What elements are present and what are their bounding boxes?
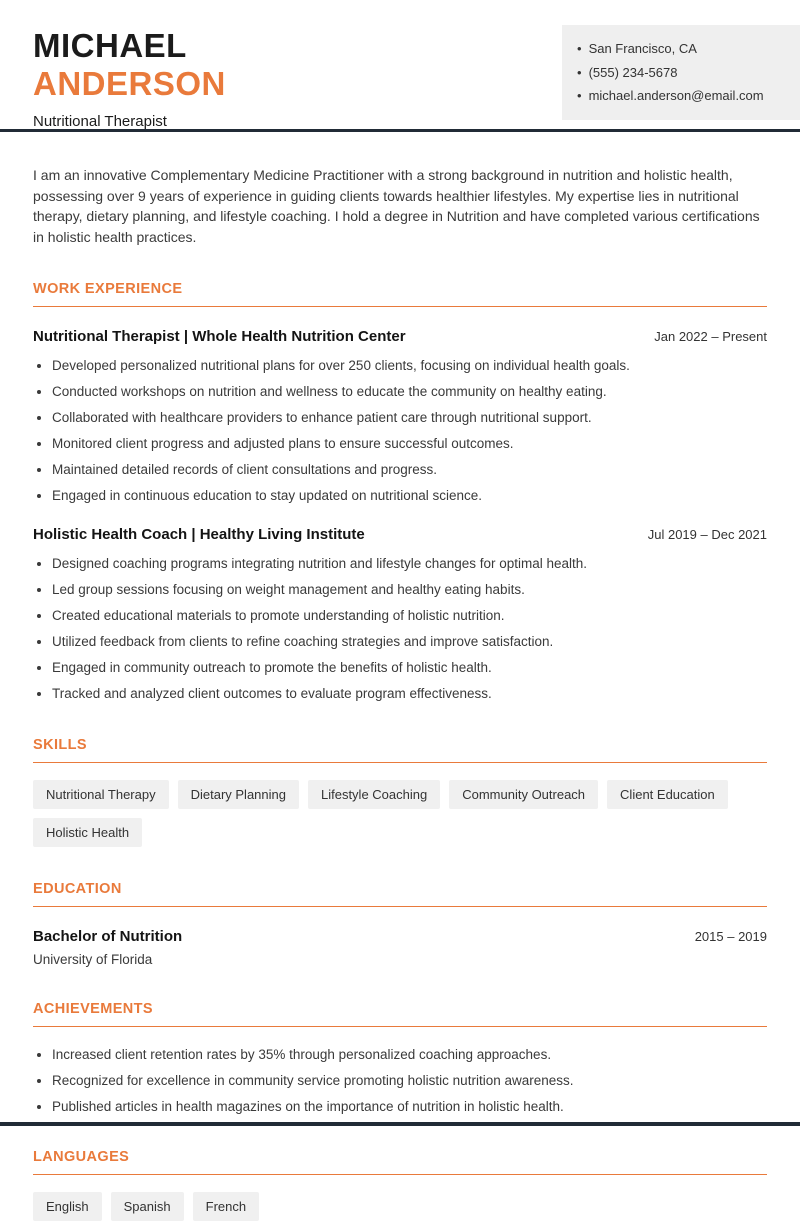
- job-title: Nutritional Therapist | Whole Health Nutrition Center: [33, 328, 406, 345]
- main-content: [0, 165, 800, 1221]
- section-education: [33, 881, 767, 967]
- job-bullet-list: [33, 555, 767, 703]
- bullet-icon: •: [577, 64, 582, 80]
- footer-divider: [0, 1122, 800, 1126]
- bullet-item: • Utilized feedback from clients to refine coaching strategies and improve satisfaction.: [52, 633, 767, 651]
- header: [0, 0, 800, 129]
- job-title: Holistic Health Coach | Healthy Living Institute: [33, 525, 365, 543]
- section-work-experience: [33, 281, 767, 703]
- job-entry: [33, 328, 767, 505]
- contact-email-text: michael.anderson@email.com: [588, 88, 764, 103]
- language-tag: French: [193, 1192, 259, 1221]
- section-achievements: [33, 1001, 767, 1116]
- education-header: [33, 928, 767, 945]
- bullet-item: • Led group sessions focusing on weight management and healthy eating habits.: [52, 581, 767, 599]
- contact-box: [562, 25, 800, 120]
- job-entry: [33, 526, 767, 703]
- skill-tag: Community Outreach: [449, 780, 598, 809]
- languages-tag-list: [33, 1192, 767, 1221]
- contact-phone-text: (555) 234-5678: [588, 64, 678, 80]
- summary-text: I am an innovative Complementary Medicine Practitioner with a strong background in nutrition and holistic health, possessing over 9 years of experience in guiding clients towards healthier lifestyles. My expertise lies in nutritional therapy, dietary planning, and lifestyle coaching. I hold a degree in Nutrition and have completed various certifications in holistic health practices.: [33, 167, 760, 245]
- skill-tag: Holistic Health: [33, 818, 142, 847]
- bullet-item: • Collaborated with healthcare providers to enhance patient care through nutritional support.: [52, 409, 767, 427]
- job-dates: Jul 2019 – Dec 2021: [647, 526, 767, 542]
- bullet-item: • Monitored client progress and adjusted plans to ensure successful outcomes.: [52, 435, 767, 453]
- last-name: ANDERSON: [33, 64, 226, 102]
- bullet-item: • Published articles in health magazines on the importance of nutrition in holistic health.: [52, 1098, 767, 1116]
- language-tag: Spanish: [111, 1192, 184, 1221]
- person-job-title: Nutritional Therapist: [33, 113, 167, 131]
- job-header: [33, 328, 767, 345]
- education-heading: EDUCATION: [33, 881, 767, 907]
- education-entry: [33, 928, 767, 967]
- bullet-item: • Recognized for excellence in community service promoting holistic nutrition awareness.: [52, 1072, 767, 1090]
- section-languages: [33, 1149, 767, 1221]
- achievements-heading: ACHIEVEMENTS: [33, 1001, 767, 1027]
- bullet-item: • Conducted workshops on nutrition and wellness to educate the community on healthy eating.: [52, 383, 767, 401]
- bullet-item: • Increased client retention rates by 35% through personalized coaching approaches.: [52, 1046, 767, 1064]
- contact-location: [577, 37, 786, 61]
- skill-tag: Lifestyle Coaching: [308, 780, 440, 809]
- bullet-icon: •: [577, 41, 582, 56]
- bullet-item: • Engaged in community outreach to promote the benefits of holistic health.: [52, 659, 767, 677]
- education-degree: Bachelor of Nutrition: [33, 927, 183, 945]
- skills-tag-list: [33, 780, 767, 847]
- skill-tag: Client Education: [607, 780, 728, 809]
- language-tag: English: [33, 1192, 102, 1221]
- bullet-item: • Developed personalized nutritional plans for over 250 clients, focusing on individual health goals.: [52, 357, 767, 375]
- bullet-item: • Created educational materials to promote understanding of holistic nutrition.: [52, 607, 767, 625]
- section-skills: [33, 737, 767, 847]
- bullet-item: • Designed coaching programs integrating nutrition and lifestyle changes for optimal health.: [52, 555, 767, 573]
- work-experience-heading: WORK EXPERIENCE: [33, 281, 767, 307]
- education-school: University of Florida: [33, 951, 153, 967]
- bullet-item: • Tracked and analyzed client outcomes to evaluate program effectiveness.: [52, 685, 767, 703]
- skill-tag: Nutritional Therapy: [33, 780, 169, 809]
- contact-phone: [577, 61, 786, 85]
- education-dates: 2015 – 2019: [694, 928, 767, 944]
- languages-heading: LANGUAGES: [33, 1149, 767, 1175]
- bullet-icon: •: [577, 88, 582, 103]
- job-header: [33, 526, 767, 543]
- skills-heading: SKILLS: [33, 737, 767, 763]
- job-dates: Jan 2022 – Present: [654, 329, 767, 344]
- achievements-bullet-list: [33, 1046, 767, 1116]
- first-name: MICHAEL: [33, 27, 187, 64]
- bullet-item: • Maintained detailed records of client consultations and progress.: [52, 461, 767, 479]
- contact-location-text: San Francisco, CA: [588, 41, 697, 56]
- contact-email: [577, 84, 786, 108]
- job-bullet-list: [33, 357, 767, 505]
- bullet-item: • Engaged in continuous education to stay updated on nutritional science.: [52, 487, 767, 505]
- skill-tag: Dietary Planning: [178, 780, 299, 809]
